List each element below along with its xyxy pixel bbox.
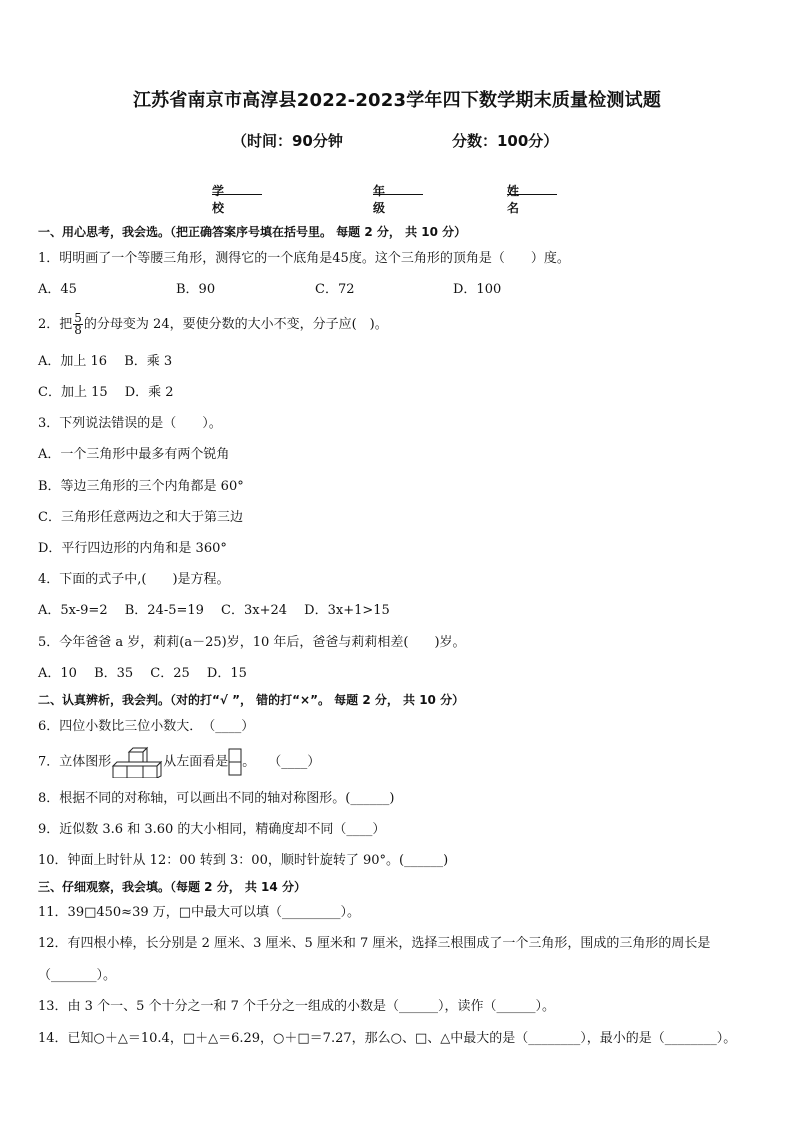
question-7: [38, 746, 320, 779]
question-12: 12．有四根小棒，长分别是 2 厘米、3 厘米、5 厘米和 7 厘米，选择三根围成了一个三角形，围成的三角形的周长是: [38, 936, 711, 951]
section-3-heading: 三、仔细观察，我会填。（每题 2 分， 共 14 分）: [38, 880, 306, 894]
q2-numerator: 5: [74, 311, 82, 325]
q7-mid: 从左面看是: [163, 754, 229, 770]
question-4: 4．下面的式子中,( )是方程。: [38, 572, 230, 587]
question-12-blank[interactable]: （_______）。: [38, 968, 117, 983]
question-5: 5．今年爸爸 a 岁，莉莉(a－25)岁，10 年后，爸爸与莉莉相差( )岁。: [38, 635, 466, 650]
q1-option-b[interactable]: B．90: [176, 282, 216, 297]
cube-figure-icon: [111, 746, 163, 778]
school-label: 学校: [212, 184, 225, 215]
q5-options[interactable]: A．10 B．35 C．25 D．15: [38, 666, 247, 681]
question-14: 14．已知○＋△＝10.4，□＋△＝6.29，○＋□＝7.27，那么○、□、△中最大的是（________），最小的是（________）。: [38, 1031, 737, 1046]
q2-fraction: [73, 313, 83, 336]
question-13: 13．由 3 个一、5 个十分之一和 7 个千分之一组成的小数是（______），读作（______）。: [38, 999, 556, 1014]
name-label: 姓名: [507, 184, 520, 215]
q1-option-a[interactable]: A．45: [38, 282, 77, 297]
q3-option-b[interactable]: B．等边三角形的三个内角都是 60°: [38, 479, 244, 494]
q7-post: 。 （____）: [242, 754, 321, 770]
q2-denominator: 8: [74, 323, 82, 337]
grade-label: 年级: [373, 184, 386, 215]
question-11: 11．39□450≈39 万，□中最大可以填（_________）。: [38, 905, 361, 920]
section-1-heading: 一、用心思考，我会选。（把正确答案序号填在括号里。 每题 2 分， 共 10 分）: [38, 225, 467, 239]
exam-time: （时间：90分钟: [232, 132, 343, 150]
q1-option-c[interactable]: C．72: [315, 282, 355, 297]
q2-options-row2[interactable]: C．加上 15 D．乘 2: [38, 385, 174, 400]
question-9: 9．近似数 3.6 和 3.60 的大小相同，精确度却不同（____）: [38, 822, 386, 837]
q7-pre: 7．立体图形: [38, 754, 112, 770]
exam-title: 江苏省南京市高淳县2022-2023学年四下数学期末质量检测试题: [132, 90, 662, 111]
q3-option-d[interactable]: D．平行四边形的内角和是 360°: [38, 541, 227, 556]
q3-option-c[interactable]: C．三角形任意两边之和大于第三边: [38, 510, 243, 525]
q2-pre: 2．把: [38, 317, 73, 332]
left-view-icon: [228, 748, 242, 776]
question-10: 10．钟面上时针从 12：00 转到 3：00，顺时针旋转了 90°。(______): [38, 853, 449, 868]
question-1: 1．明明画了一个等腰三角形，测得它的一个底角是45度。这个三角形的顶角是（ ）度。: [38, 251, 570, 266]
name-blank[interactable]: [507, 182, 557, 195]
exam-score: 分数：100分）: [452, 132, 559, 150]
section-2-heading: 二、认真辨析，我会判。（对的打“√ ”， 错的打“×”。 每题 2 分， 共 10 分）: [38, 693, 465, 707]
q2-options-row1[interactable]: A．加上 16 B．乘 3: [38, 354, 173, 369]
question-3: 3．下列说法错误的是（ ）。: [38, 416, 222, 431]
q4-options[interactable]: A．5x-9=2 B．24-5=19 C．3x+24 D．3x+1>15: [38, 603, 390, 618]
question-6: 6．四位小数比三位小数大． （____）: [38, 719, 255, 734]
grade-blank[interactable]: [373, 182, 423, 195]
question-2: [38, 310, 388, 340]
q1-option-d[interactable]: D．100: [453, 282, 502, 297]
school-blank[interactable]: [212, 182, 262, 195]
q2-post: 的分母变为 24，要使分数的大小不变，分子应( )。: [83, 317, 388, 332]
q3-option-a[interactable]: A．一个三角形中最多有两个锐角: [38, 447, 230, 462]
question-8: 8．根据不同的对称轴，可以画出不同的轴对称图形。(______): [38, 791, 395, 806]
